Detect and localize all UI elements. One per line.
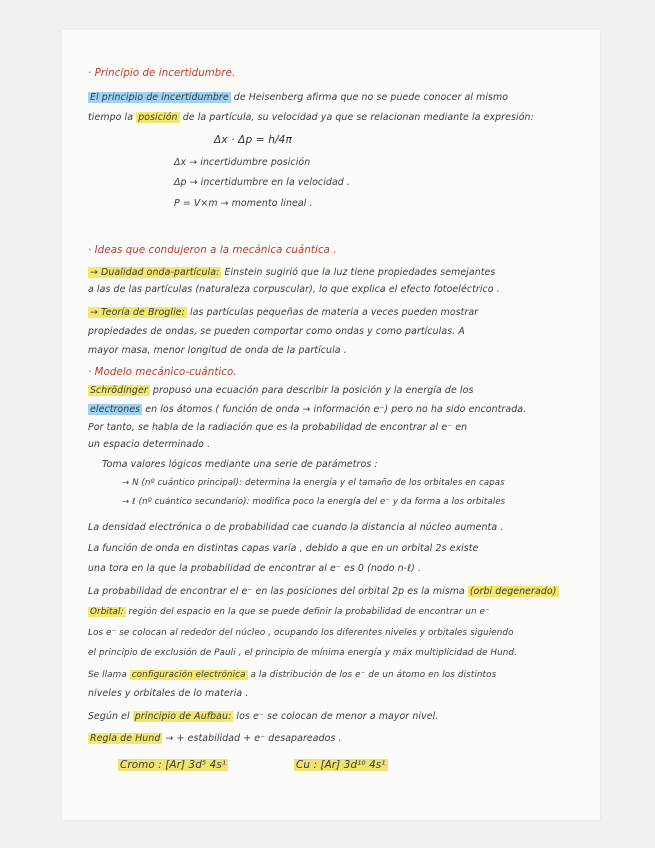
note-line <box>88 606 490 618</box>
note-line: un espacio determinado . <box>88 439 211 450</box>
note-text: región del espacio en la que se puede definir la probabilidad de encontrar un e⁻ <box>125 607 490 617</box>
electron-config-chromium <box>118 759 228 771</box>
note-line <box>88 404 526 416</box>
handwritten-notes <box>62 30 600 820</box>
note-text: los e⁻ se colocan de menor a mayor nivel. <box>233 711 439 722</box>
note-line: mayor masa, menor longitud de onda de la partícula . <box>88 345 347 356</box>
note-line <box>88 307 478 319</box>
note-line: La densidad electrónica o de probabilidad cae cuando la distancia al núcleo aumenta . <box>88 522 504 533</box>
section-title-model: · Modelo mecánico-cuántico. <box>88 367 237 378</box>
electron-config-copper <box>294 759 388 771</box>
highlight-term: Regla de Hund <box>90 733 161 744</box>
note-line <box>88 711 438 723</box>
highlight-term: → Dualidad onda-partícula: <box>90 267 220 278</box>
note-line: Los e⁻ se colocan al rededor del núcleo , ocupando los diferentes niveles y orbitales siguiendo <box>88 628 514 638</box>
note-line: una tora en la que la probabilidad de encontrar al e⁻ es 0 (nodo n-ℓ) . <box>88 563 422 574</box>
note-text: de la partícula, su velocidad ya que se relacionan mediante la expresión: <box>179 112 534 123</box>
formula-definition: Δx → incertidumbre posición <box>174 157 311 168</box>
highlight-term: principio de Aufbau: <box>134 711 232 722</box>
quantum-number-n: → N (nº cuántico principal): determina la energía y el tamaño de los orbitales en capas <box>122 478 505 488</box>
note-line: el principio de exclusión de Pauli , el principio de mínima energía y máx multiplicidad de Hund. <box>88 648 518 658</box>
note-line <box>88 267 495 279</box>
highlight-term: → Teoría de Broglie: <box>90 307 185 318</box>
note-line <box>88 669 496 681</box>
note-line <box>88 733 342 745</box>
note-text: Según el <box>88 711 133 722</box>
note-text: en los átomos ( función de onda → información e⁻) pero no ha sido encontrada. <box>142 404 527 415</box>
section-title-ideas: · Ideas que condujeron a la mecánica cuántica . <box>88 245 337 256</box>
highlight-term: electrones <box>90 404 141 415</box>
note-text: → + estabilidad + e⁻ desapareados . <box>162 733 342 744</box>
highlight-term: Schrödinger <box>90 385 148 396</box>
highlight-term: El principio de incertidumbre <box>90 92 229 103</box>
highlight-term: Orbital: <box>90 607 124 617</box>
highlight-term: configuración electrónica <box>131 670 246 680</box>
note-text: Einstein sugirió que la luz tiene propiedades semejantes <box>221 267 496 278</box>
quantum-number-l: → ℓ (nº cuántico secundario): modifica poco la energía del e⁻ y da forma a los orbitales <box>122 497 506 507</box>
note-line: La función de onda en distintas capas varía , debido a que en un orbital 2s existe <box>88 543 479 554</box>
note-line: propiedades de ondas, se pueden comportar como ondas y como partículas. A <box>88 326 465 337</box>
note-line <box>88 385 473 397</box>
note-line <box>88 112 534 124</box>
highlight-term: posición <box>138 112 178 123</box>
formula-definition: P = V×m → momento lineal . <box>174 198 313 209</box>
note-text: las partículas pequeñas de materia a veces pueden mostrar <box>186 307 479 318</box>
note-line: Toma valores lógicos mediante una serie de parámetros : <box>102 459 378 470</box>
notebook-page <box>62 30 600 820</box>
highlight-term: (orbi degenerado) <box>469 586 557 597</box>
highlight-term: Cromo : [Ar] 3d⁵ 4s¹ <box>120 759 227 771</box>
uncertainty-formula: Δx · Δp = h/4π <box>214 134 293 146</box>
note-text: tiempo la <box>88 112 137 123</box>
section-title-uncertainty: · Principio de incertidumbre. <box>88 68 236 79</box>
note-line <box>88 586 559 598</box>
formula-definition: Δp → incertidumbre en la velocidad . <box>174 177 351 188</box>
note-text: a la distribución de los e⁻ de un átomo en los distintos <box>247 670 497 680</box>
highlight-term: Cu : [Ar] 3d¹⁰ 4s¹ <box>296 759 386 771</box>
note-line: niveles y orbitales de lo materia . <box>88 688 249 699</box>
note-text: Se llama <box>88 670 130 680</box>
note-text: propuso una ecuación para describir la posición y la energía de los <box>149 385 474 396</box>
note-line: Por tanto, se habla de la radiación que es la probabilidad de encontrar al e⁻ en <box>88 422 468 433</box>
note-line: a las de las partículas (naturaleza corpuscular), lo que explica el efecto fotoeléctrico . <box>88 284 500 295</box>
note-text: de Heisenberg afirma que no se puede conocer al mismo <box>230 92 509 103</box>
note-line <box>88 92 508 104</box>
note-text: La probabilidad de encontrar el e⁻ en las posiciones del orbital 2p es la misma <box>88 586 468 597</box>
